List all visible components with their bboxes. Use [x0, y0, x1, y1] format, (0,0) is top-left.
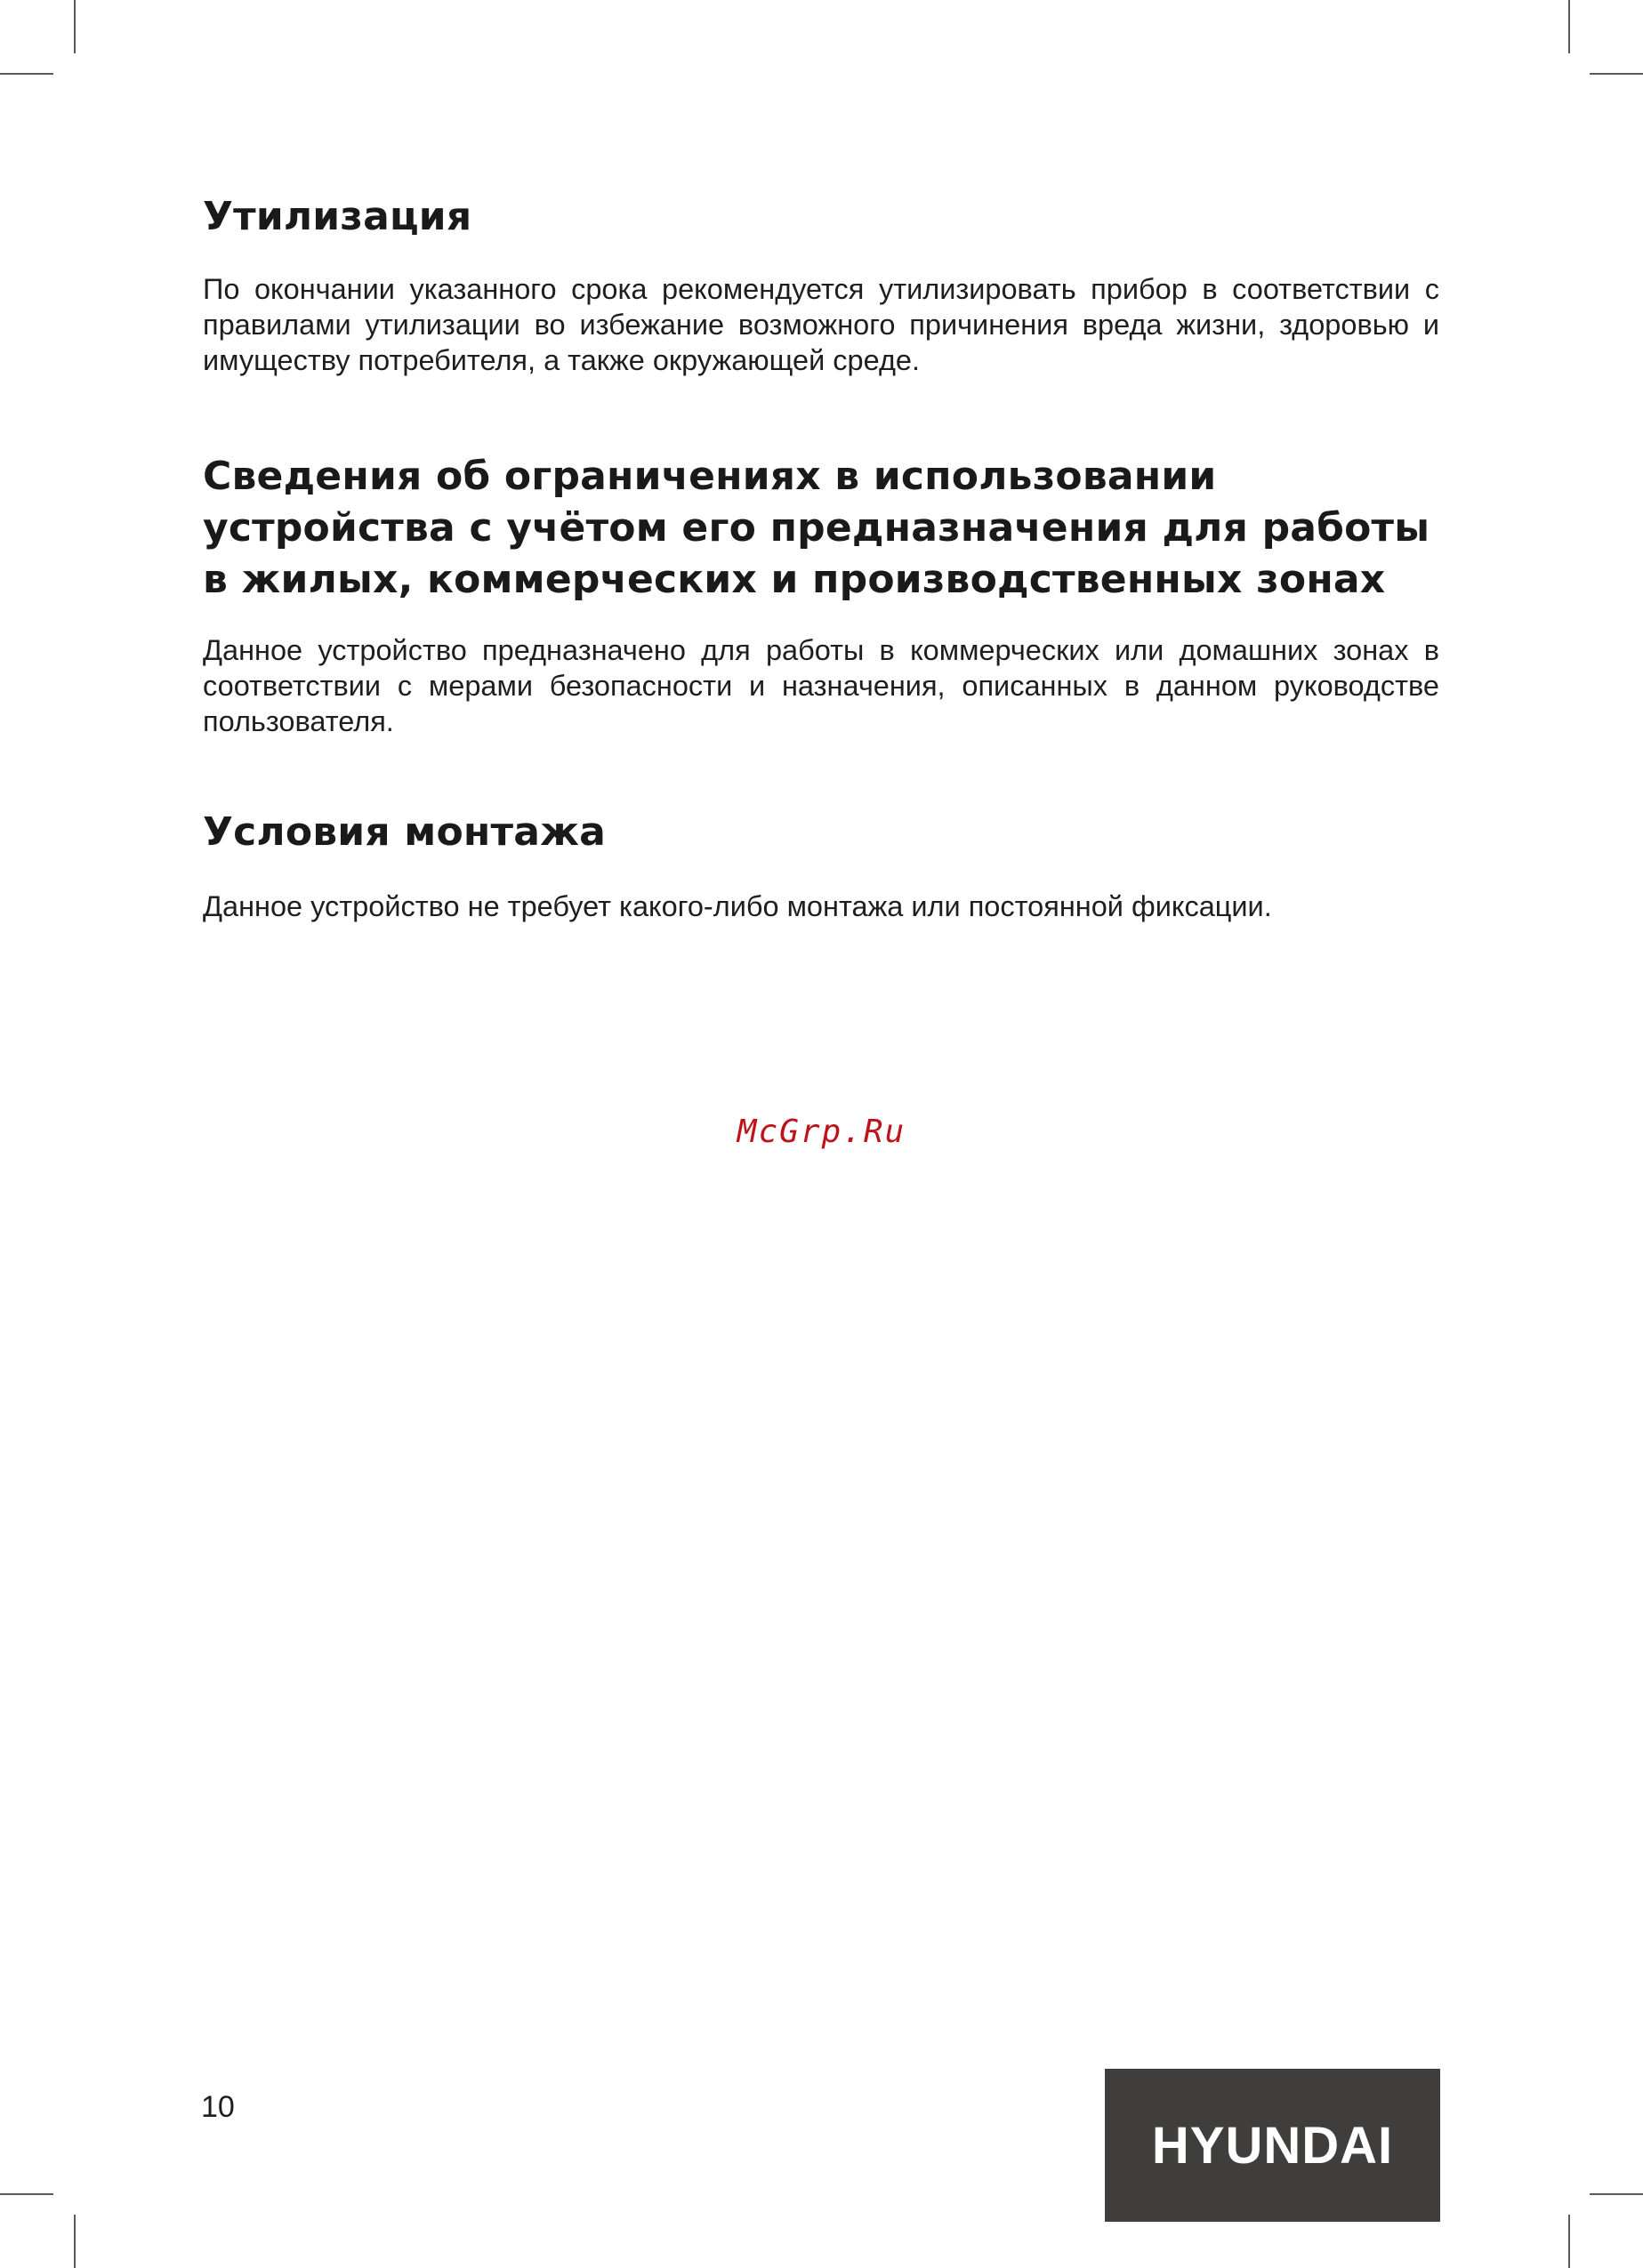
brand-logo-box [1105, 2069, 1440, 2222]
section-text-usage-restrictions: Данное устройство предназначено для работы в коммерческих или домашних зонах в соответствии с мерами безопасности и назначения, описанных в данном руководстве пользователя. [203, 634, 1439, 737]
crop-mark-bottom-right-horizontal [1590, 2193, 1643, 2195]
section-title-disposal: Утилизация [203, 194, 472, 239]
section-disposal [203, 191, 1439, 378]
section-text-installation: Данное устройство не требует какого-либо монтажа или постоянной фиксации. [203, 890, 1272, 922]
page-number: 10 [201, 2090, 235, 2124]
section-title-installation: Условия монтажа [203, 809, 606, 855]
brand-logo: HYUNDAI [1151, 2116, 1394, 2175]
section-text-disposal: По окончании указанного срока рекомендуется утилизировать прибор в соответствии с правилами утилизации во избежание возможного причинения вреда жизни, здоровью и имуществу потребителя, а также окружающей среде. [203, 273, 1439, 376]
section-installation [203, 807, 1439, 924]
crop-mark-top-right-horizontal [1590, 73, 1643, 75]
crop-mark-bottom-left-horizontal [0, 2193, 53, 2195]
crop-mark-bottom-left-vertical [74, 2215, 76, 2268]
crop-mark-bottom-right-vertical [1568, 2215, 1570, 2268]
watermark: McGrp.Ru [737, 1114, 906, 1150]
crop-mark-top-left-vertical [74, 0, 76, 53]
section-usage-restrictions [203, 451, 1439, 739]
crop-mark-top-right-vertical [1568, 0, 1570, 53]
crop-mark-top-left-horizontal [0, 73, 53, 75]
section-title-usage-restrictions: Сведения об ограничениях в использовании устройства с учётом его предназначения для работы в жилых, коммерческих и производственных зонах [203, 454, 1430, 602]
document-content [203, 191, 1439, 924]
